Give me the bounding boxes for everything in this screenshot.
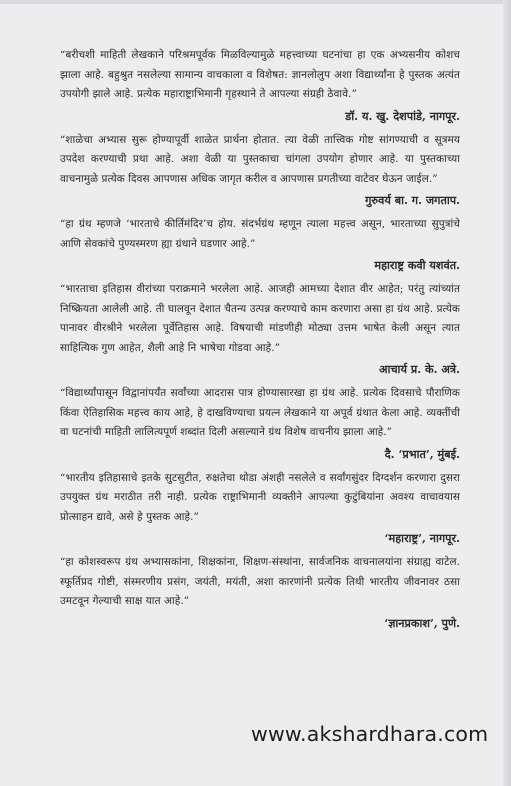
review-quote: “विद्यार्थ्यांपासून विद्वानांपर्यंत सर्वांच्या आदरास पात्र होण्यासारखा हा ग्रंथ आहे. प्रत्येक दिवसाचे पौराणिक किंवा ऐतिहासिक महत्त्व काय आहे, हे दाखविण्याचा प्रयत्न लेखकाने या अपूर्व ग्रंथात केला आहे. व्यक्तींची वा घटनांची माहिती लालित्यपूर्ण शब्दांत दिली असल्याने ग्रंथ विशेष वाचनीय झाला आहे.”	[60, 387, 460, 438]
review-author: डॉ. य. खु. देशपांडे, नागपूर.	[345, 108, 460, 123]
cover-top-edge	[0, 0, 511, 4]
site-watermark: www.akshardhara.com	[251, 722, 489, 746]
review-block	[60, 553, 460, 633]
review-quote: “बरीचशी माहिती लेखकाने परिश्रमपूर्वक मिळविल्यामुळे महत्त्वाच्या घटनांचा हा एक अभ्यसनीय कोशच झाला आहे. बहुश्रुत नसलेल्या सामान्य वाचकाला व विशेषत: ज्ञानलोलुप अशा विद्यार्थ्यांना हे पुस्तक अत्यंत उपयोगी झाले आहे. प्रत्येक महाराष्ट्राभिमानी गृहस्थाने ते आपल्या संग्रही ठेवावे.”	[60, 49, 460, 100]
review-quote: “हा ग्रंथ म्हणजे ‘भारताचे कीर्तिमंदिर’च होय. संदर्भग्रंथ म्हणून त्याला महत्त्व असून, भारताच्या सुपुत्रांचे आणि सेवकांचे पुण्यस्मरण ह्या ग्रंथाने घडणार आहे.”	[60, 218, 460, 250]
review-quote: “भारताचा इतिहास वीरांच्या पराक्रमाने भरलेला आहे. आजही आमच्या देशात वीर आहेत; परंतु त्यांच्यांत निष्क्रियता आलेली आहे. ती घालवून देशात चैतन्य उत्पन्न करण्याचे काम करणारा असा हा ग्रंथ आहे. प्रत्येक पानावर वीरश्रीने भरलेला पूर्वेतिहास आहे. विषयाची मांडणीही मोठ्या उत्तम भाषेत केली असून त्यात साहित्यिक गुण आहेत, शैली आहे नि भाषेचा गोडवा आहे.”	[60, 283, 460, 354]
review-block	[60, 131, 460, 211]
review-author: ‘ज्ञानप्रकाश’, पुणे.	[384, 615, 460, 630]
reviews-column	[60, 46, 460, 638]
review-author: गुरुवर्य बा. ग. जगताप.	[365, 193, 460, 207]
review-author: ‘महाराष्ट्र’, नागपूर.	[384, 531, 460, 545]
review-quote: “भारतीय इतिहासाचे इतके सुटसुटीत, रुक्षतेचा थोडा अंशही नसलेले व सर्वांगसुंदर दिग्दर्शन करणारा दुसरा उपयुक्त ग्रंथ मराठीत तरी नाही. प्रत्येक राष्ट्राभिमानी व्यक्तीने आपल्या कुटुंबियांना अवश्य वाचावयास प्रोत्साहन द्यावे, असे हे पुस्तक आहे.”	[60, 471, 460, 523]
review-block	[60, 384, 460, 464]
review-block	[60, 280, 460, 379]
review-quote: “शाळेचा अभ्यास सुरू होण्यापूर्वी शाळेत प्रार्थना होतात. त्या वेळी तात्त्विक गोष्ट सांगण्याची व सूत्रमय उपदेश करण्याची प्रथा आहे. अशा वेळी या पुस्तकाचा चांगला उपयोग होणार आहे. या पुस्तकाच्या वाचनामुळे प्रत्येक दिवस आपणास अधिक जागृत करील व आपणास प्रगतीच्या वाटेवर घेऊन जाईल.”	[60, 133, 460, 185]
cover-right-edge	[503, 0, 511, 786]
review-author: आचार्य प्र. के. अत्रे.	[379, 362, 460, 376]
review-author: दै. ‘प्रभात’, मुंबई.	[384, 446, 460, 461]
review-author: महाराष्ट्र कवी यशवंत.	[374, 258, 460, 272]
review-block	[60, 46, 460, 126]
review-block	[60, 215, 460, 275]
review-block	[60, 469, 460, 549]
review-quote: “हा कोशस्वरूप ग्रंथ अभ्यासकांना, शिक्षकांना, शिक्षण-संस्थांना, सार्वजनिक वाचनालयांना संग्राह्य वाटेल. स्फूर्तिप्रद गोष्टी, संस्मरणीय प्रसंग, जयंती, मयंती, अशा कारणांनी प्रत्येक तिथी भारतीय जीवनावर ठसा उमटवून गेल्याची साक्ष यात आहे.”	[60, 556, 460, 607]
